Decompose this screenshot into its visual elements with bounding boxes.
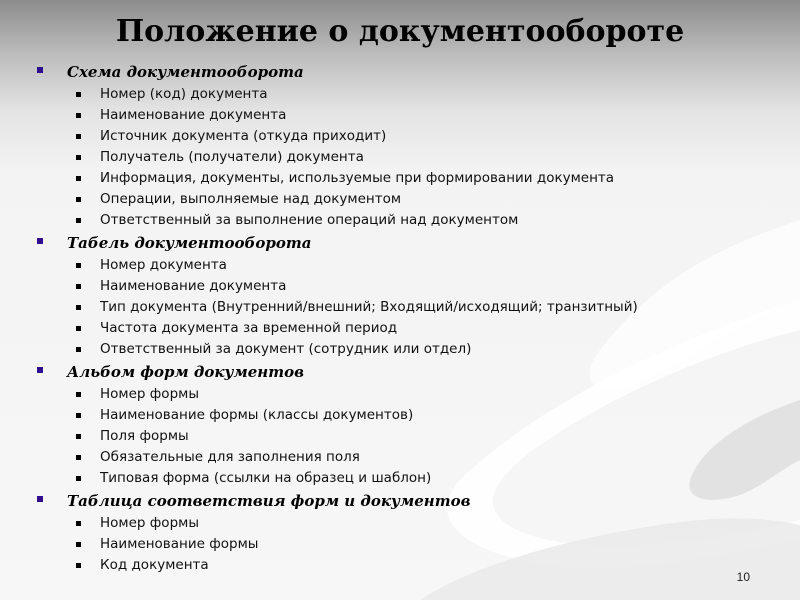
list-item [36, 405, 776, 426]
square-bullet-icon [76, 92, 81, 97]
list-item-text: Код документа [100, 557, 209, 573]
list-item-text: Ответственный за выполнение операций над документом [100, 212, 519, 228]
square-bullet-icon [76, 542, 81, 547]
list-item [36, 147, 776, 168]
list-item [36, 468, 776, 489]
square-bullet-icon [37, 367, 43, 373]
content-list [36, 60, 776, 576]
list-item-text: Тип документа (Внутренний/внешний; Входящий/исходящий; транзитный) [100, 299, 638, 315]
square-bullet-icon [76, 113, 81, 118]
list-item [36, 513, 776, 534]
square-bullet-icon [76, 305, 81, 310]
list-item [36, 189, 776, 210]
list-item [36, 384, 776, 405]
list-item-text: Номер формы [100, 515, 199, 531]
section-heading [36, 231, 776, 255]
list-item-text: Получатель (получатели) документа [100, 149, 364, 165]
list-item-text: Частота документа за временной период [100, 320, 398, 336]
list-item-text: Номер (код) документа [100, 86, 268, 102]
square-bullet-icon [76, 176, 81, 181]
list-item-text: Номер формы [100, 386, 199, 402]
square-bullet-icon [76, 476, 81, 481]
section-heading [36, 489, 776, 513]
square-bullet-icon [76, 521, 81, 526]
list-item-text: Ответственный за документ (сотрудник или отдел) [100, 341, 472, 357]
list-item-text: Наименование формы (классы документов) [100, 407, 414, 423]
square-bullet-icon [76, 218, 81, 223]
list-item [36, 210, 776, 231]
list-item-text: Информация, документы, используемые при формировании документа [100, 170, 615, 186]
section-heading [36, 360, 776, 384]
page-number: 10 [736, 570, 750, 584]
section-heading-text: Таблица соответствия форм и документов [67, 492, 471, 510]
section-heading-text: Табель документооборота [67, 234, 312, 252]
list-item-text: Наименование документа [100, 107, 287, 123]
list-item [36, 168, 776, 189]
slide-title: Положение о документообороте [115, 14, 685, 49]
list-item [36, 105, 776, 126]
square-bullet-icon [76, 134, 81, 139]
list-item [36, 534, 776, 555]
square-bullet-icon [37, 67, 43, 73]
square-bullet-icon [76, 326, 81, 331]
square-bullet-icon [76, 563, 81, 568]
list-item-text: Типовая форма (ссылки на образец и шаблон) [100, 470, 432, 486]
section-heading-text: Схема документооборота [67, 63, 304, 81]
list-item [36, 318, 776, 339]
square-bullet-icon [76, 263, 81, 268]
square-bullet-icon [37, 496, 43, 502]
square-bullet-icon [76, 155, 81, 160]
square-bullet-icon [76, 197, 81, 202]
square-bullet-icon [76, 455, 81, 460]
square-bullet-icon [76, 392, 81, 397]
list-item [36, 255, 776, 276]
list-item [36, 276, 776, 297]
square-bullet-icon [76, 347, 81, 352]
section-heading-text: Альбом форм документов [67, 363, 304, 381]
list-item [36, 297, 776, 318]
square-bullet-icon [37, 238, 43, 244]
section-heading [36, 60, 776, 84]
list-item [36, 426, 776, 447]
list-item-text: Источник документа (откуда приходит) [100, 128, 387, 144]
list-item-text: Операции, выполняемые над документом [100, 191, 402, 207]
list-item-text: Наименование формы [100, 536, 259, 552]
list-item-text: Обязательные для заполнения поля [100, 449, 360, 465]
list-item [36, 126, 776, 147]
list-item [36, 339, 776, 360]
list-item [36, 84, 776, 105]
list-item-text: Номер документа [100, 257, 227, 273]
list-item [36, 447, 776, 468]
list-item [36, 555, 776, 576]
square-bullet-icon [76, 413, 81, 418]
square-bullet-icon [76, 284, 81, 289]
list-item-text: Поля формы [100, 428, 189, 444]
list-item-text: Наименование документа [100, 278, 287, 294]
square-bullet-icon [76, 434, 81, 439]
